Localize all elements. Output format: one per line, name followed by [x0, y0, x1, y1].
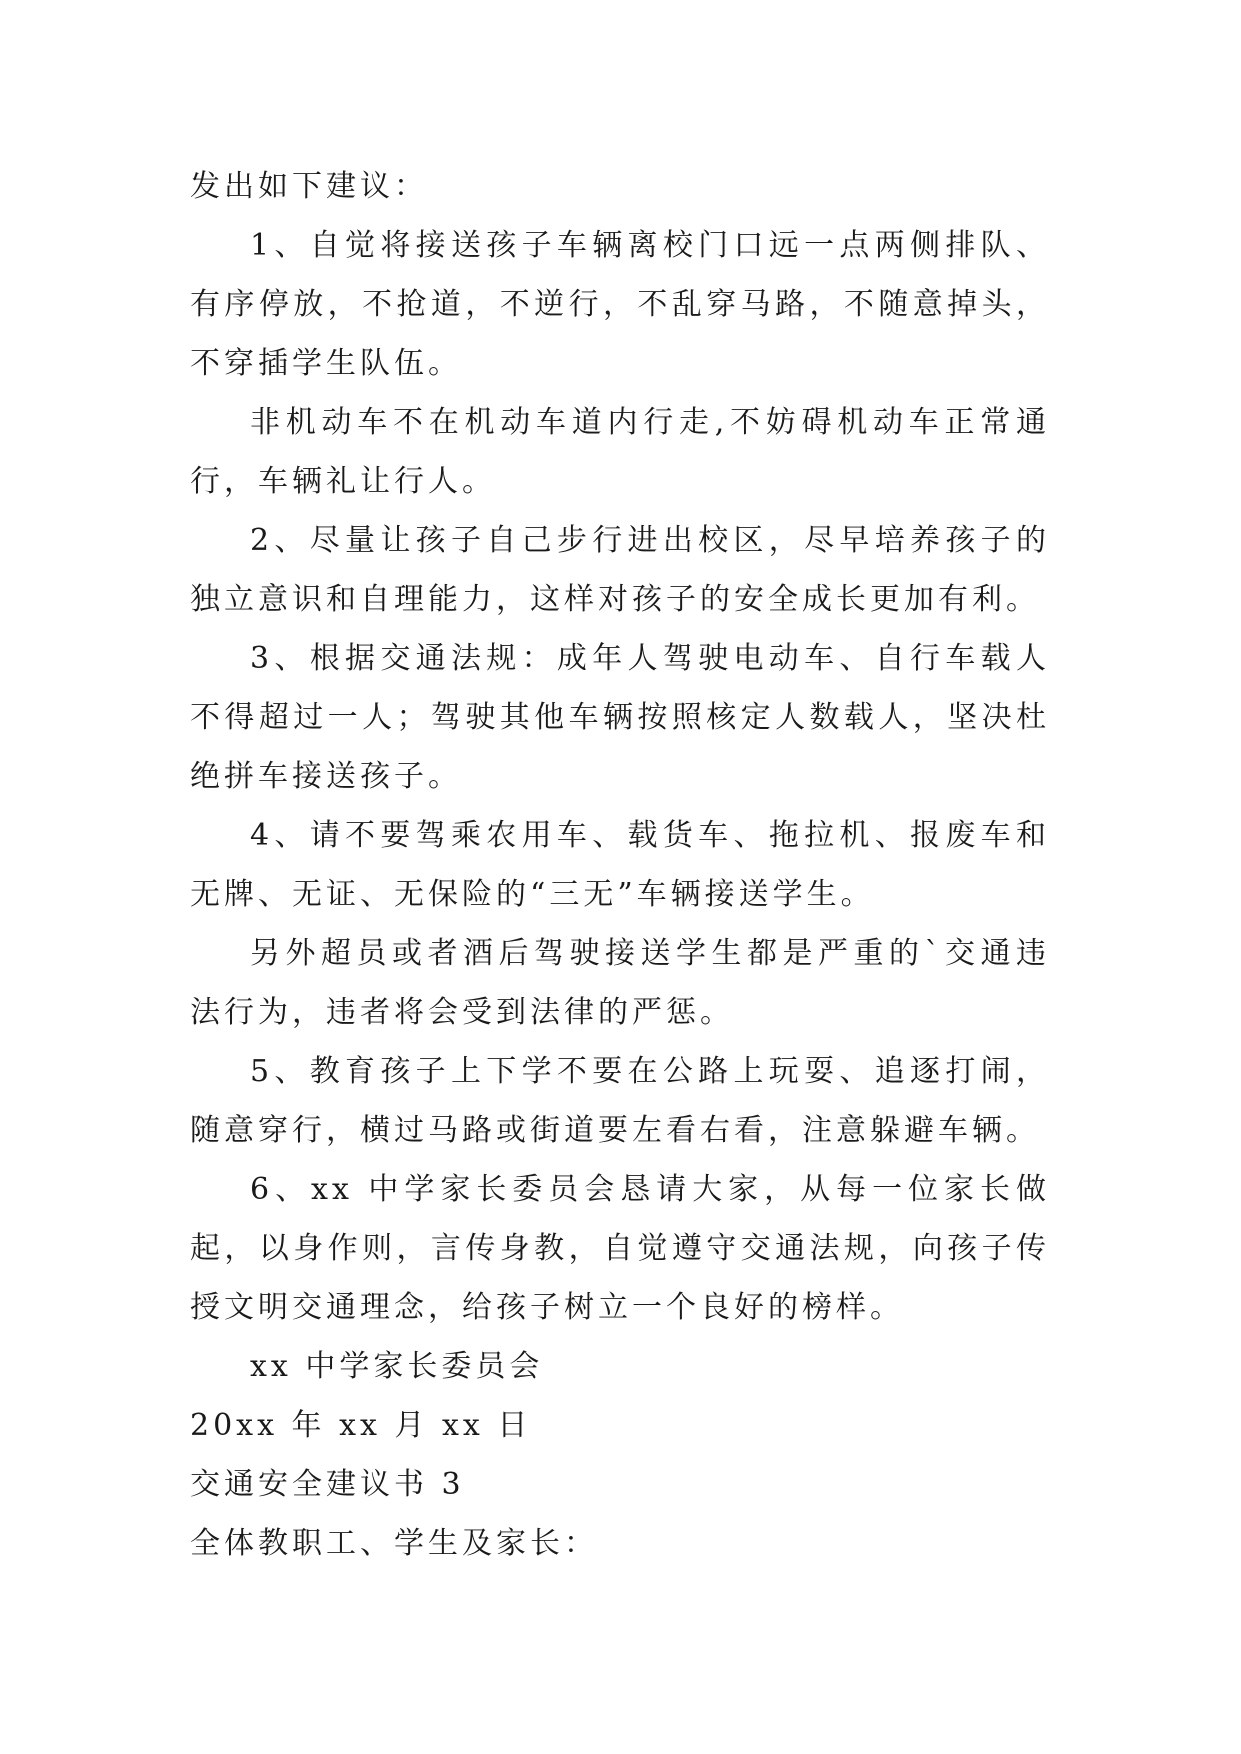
paragraph-item-2: 2、尽量让孩子自己步行进出校区，尽早培养孩子的独立意识和自理能力，这样对孩子的安全成长更加有利。: [190, 523, 1050, 617]
paragraph-item-6: 6、xx 中学家长委员会恳请大家，从每一位家长做起，以身作则，言传身教，自觉遵守交通法规，向孩子传授文明交通理念，给孩子树立一个良好的榜样。: [190, 1172, 1050, 1325]
paragraph-item-3: 3、根据交通法规：成年人驾驶电动车、自行车载人不得超过一人；驾驶其他车辆按照核定人数载人，坚决杜绝拼车接送孩子。: [190, 641, 1050, 794]
paragraph-item-4: 4、请不要驾乘农用车、载货车、拖拉机、报废车和无牌、无证、无保险的“三无”车辆接送学生。: [190, 818, 1050, 912]
paragraph-item-1: 1、自觉将接送孩子车辆离校门口远一点两侧排队、有序停放，不抢道，不逆行，不乱穿马路，不随意掉头，不穿插学生队伍。: [190, 228, 1050, 381]
paragraph-item-5: 5、教育孩子上下学不要在公路上玩耍、追逐打闹，随意穿行，横过马路或街道要左看右看，注意躲避车辆。: [190, 1054, 1050, 1148]
date-line: 20xx 年 xx 月 xx 日: [190, 1408, 532, 1443]
signature: xx 中学家长委员会: [250, 1349, 544, 1384]
paragraph-intro: 发出如下建议：: [190, 169, 428, 204]
document-body: [190, 157, 1050, 1573]
next-section-salutation: 全体教职工、学生及家长：: [190, 1526, 598, 1561]
next-section-title: 交通安全建议书 3: [190, 1467, 465, 1502]
paragraph-item-4-note: 另外超员或者酒后驾驶接送学生都是严重的`交通违法行为，违者将会受到法律的严惩。: [190, 936, 1050, 1030]
paragraph-item-1-note: 非机动车不在机动车道内行走,不妨碍机动车正常通行，车辆礼让行人。: [190, 405, 1050, 499]
